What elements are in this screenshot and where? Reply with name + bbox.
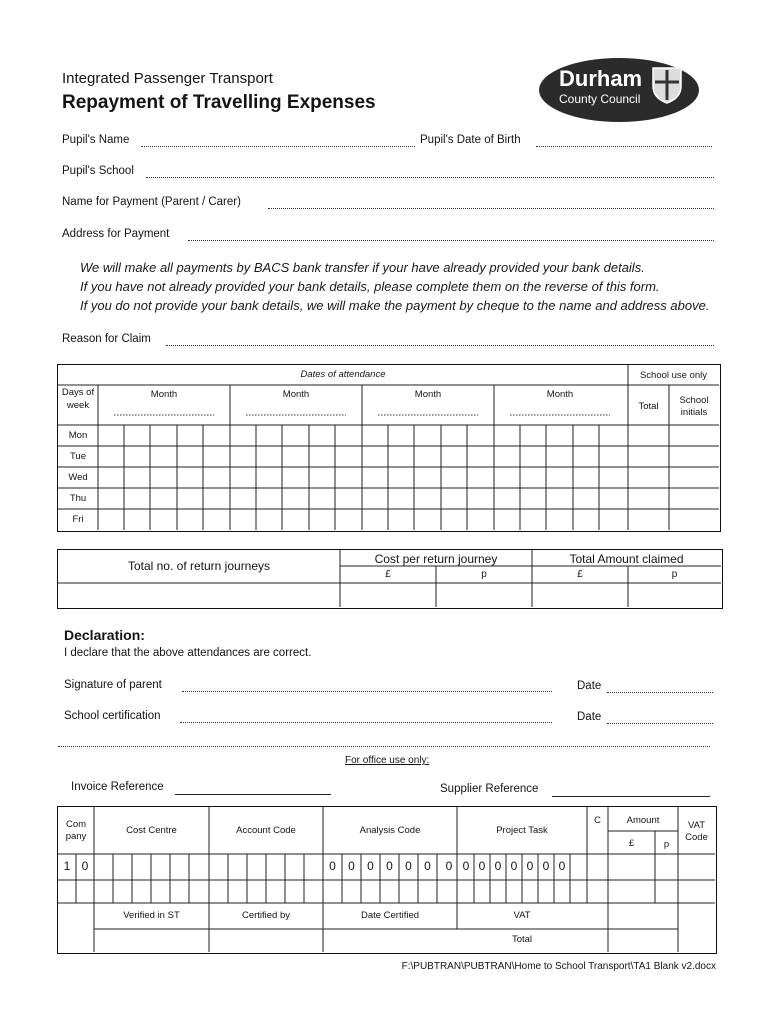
certified-label: Certified by	[241, 910, 291, 921]
payment-note-1: We will make all payments by BACS bank transfer if your have already provided your bank details.	[80, 260, 645, 275]
form-title: Repayment of Travelling Expenses	[62, 92, 376, 113]
signature-label: Signature of parent	[64, 679, 162, 691]
certification-field[interactable]	[180, 722, 552, 723]
analysis-digit: 0	[348, 859, 355, 873]
pupil-school-field[interactable]	[146, 177, 714, 178]
pupil-name-field[interactable]	[141, 146, 415, 147]
file-path: F:\PUBTRAN\PUBTRAN\Home to School Transport\TA1 Blank v2.docx	[401, 961, 716, 972]
declaration-heading: Declaration:	[64, 627, 145, 643]
pupil-dob-label: Pupil's Date of Birth	[420, 134, 521, 146]
amount-label: Total Amount claimed	[569, 552, 684, 566]
school-use-header: School use only	[639, 370, 708, 381]
vat-code-header: VAT Code	[685, 820, 708, 843]
attendance-table	[57, 364, 721, 532]
cost-pound: £	[385, 569, 391, 580]
office-use-heading: For office use only:	[345, 755, 430, 766]
crest-icon	[651, 66, 683, 104]
invoice-ref-label: Invoice Reference	[71, 781, 164, 793]
certification-date-field[interactable]	[607, 723, 713, 724]
day-wed: Wed	[68, 472, 88, 483]
project-digit: 0	[526, 859, 534, 873]
amount-pence-header: p	[663, 839, 670, 850]
durham-logo	[539, 58, 699, 122]
payment-name-field[interactable]	[268, 208, 714, 209]
logo-council: County Council	[559, 92, 641, 106]
signature-date-label: Date	[577, 680, 602, 692]
project-task-header: Project Task	[496, 825, 548, 836]
total-row-label: Total	[511, 934, 533, 945]
logo-name: Durham	[559, 66, 643, 91]
vat-label: VAT	[513, 910, 531, 921]
project-digit: 0	[445, 859, 453, 873]
month-4-label: Month	[546, 389, 574, 400]
pupil-name-label: Pupil's Name	[62, 134, 130, 146]
project-digit: 0	[558, 859, 566, 873]
analysis-code-header: Analysis Code	[359, 825, 421, 836]
initials-label: School initials	[679, 395, 709, 418]
amount-pound-header: £	[628, 838, 635, 849]
amount-pence: p	[671, 569, 678, 580]
verified-label: Verified in ST	[123, 910, 180, 921]
c-header: C	[594, 815, 601, 826]
payment-name-label: Name for Payment (Parent / Carer)	[62, 196, 241, 208]
payment-note-3: If you do not provide your bank details, we will make the payment by cheque to the name and address above.	[80, 298, 710, 313]
certification-date-label: Date	[577, 711, 602, 723]
invoice-ref-field[interactable]	[175, 794, 331, 795]
signature-date-field[interactable]	[607, 692, 713, 693]
payment-note-2: If you have not already provided your bank details, please complete them on the reverse of this form.	[80, 279, 660, 294]
company-digit: 1	[63, 859, 71, 873]
pupil-dob-field[interactable]	[536, 146, 712, 147]
amount-header: Amount	[626, 815, 660, 826]
reason-field[interactable]	[166, 345, 714, 346]
totals-table	[57, 549, 723, 609]
declaration-text: I declare that the above attendances are correct.	[64, 647, 312, 659]
divider	[58, 746, 710, 747]
payment-address-label: Address for Payment	[62, 228, 170, 240]
certification-label: School certification	[64, 710, 161, 722]
form-subtitle: Integrated Passenger Transport	[62, 70, 273, 87]
day-mon: Mon	[68, 430, 88, 441]
days-header: Days of week	[61, 387, 95, 411]
project-digit: 0	[478, 859, 486, 873]
month-1-label: Month	[150, 389, 178, 400]
project-digit: 0	[462, 859, 470, 873]
dates-header: Dates of attendance	[300, 369, 386, 380]
month-2-label: Month	[282, 389, 310, 400]
project-digit: 0	[494, 859, 502, 873]
day-thu: Thu	[69, 493, 87, 504]
account-code-header: Account Code	[236, 825, 296, 836]
supplier-ref-label: Supplier Reference	[440, 783, 539, 795]
day-fri: Fri	[72, 514, 84, 525]
cost-centre-header: Cost Centre	[126, 825, 177, 836]
analysis-digit: 0	[386, 859, 393, 873]
cost-pence: p	[481, 569, 487, 580]
day-tue: Tue	[69, 451, 87, 462]
signature-field[interactable]	[182, 691, 552, 692]
office-table	[57, 806, 717, 954]
month-3-label: Month	[414, 389, 442, 400]
cost-label: Cost per return journey	[374, 552, 498, 566]
company-digit: 0	[81, 859, 89, 873]
supplier-ref-field[interactable]	[552, 796, 710, 797]
project-digit: 0	[542, 859, 550, 873]
project-digit: 0	[510, 859, 518, 873]
payment-address-field[interactable]	[188, 240, 714, 241]
analysis-digit: 0	[405, 859, 412, 873]
analysis-digit: 0	[367, 859, 374, 873]
journeys-label: Total no. of return journeys	[127, 559, 271, 573]
analysis-digit: 0	[424, 859, 431, 873]
date-certified-label: Date Certified	[360, 910, 420, 921]
total-label: Total	[638, 401, 659, 412]
pupil-school-label: Pupil's School	[62, 165, 134, 177]
company-header: Com pany	[65, 819, 87, 842]
amount-pound: £	[577, 569, 583, 580]
analysis-digit: 0	[329, 859, 336, 873]
reason-label: Reason for Claim	[62, 333, 151, 345]
